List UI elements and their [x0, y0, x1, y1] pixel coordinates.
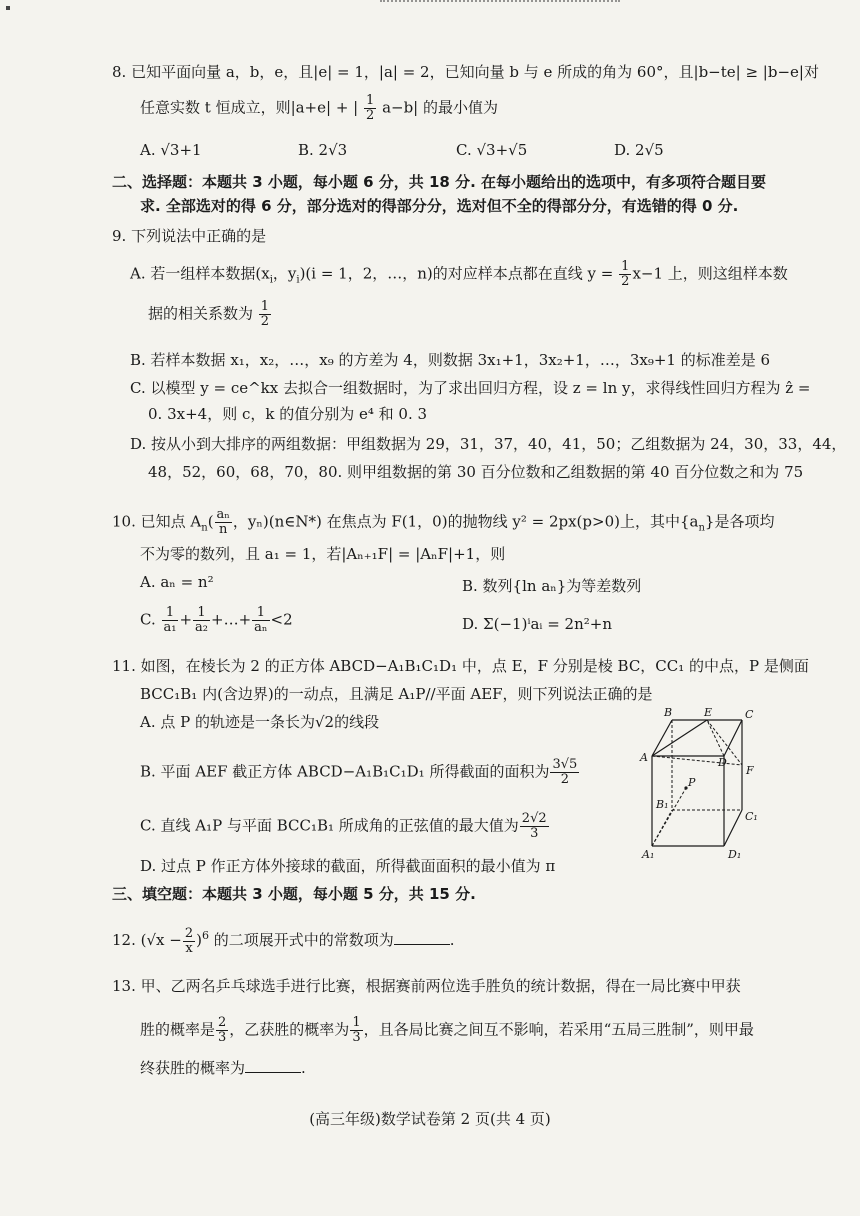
- label-e: E: [704, 706, 713, 719]
- q10-option-c: C. $\frac{1}{\text{a₁}}$ + $\frac{1}{\text{a₂}}$ +…+ $\frac{1}{\text{aₙ}}$ <2: [140, 605, 293, 635]
- q13-line1: 13. 甲、乙两名乒乓球选手进行比赛，根据赛前两位选手胜负的统计数据，得在一局比赛中甲获: [112, 977, 741, 995]
- top-cut-edge: [380, 0, 620, 10]
- q11-option-b: [140, 758, 580, 787]
- section2-heading: 二、选择题：本题共 3 小题，每小题 6 分，共 18 分. 在每小题给出的选项中，有多项符合题目要: [112, 173, 767, 191]
- q13-f1-num: 2: [218, 1015, 227, 1030]
- q10-frac-den: n: [219, 522, 228, 537]
- q11-b-num: 3√5: [552, 757, 578, 772]
- q9-a-part3: )(i = 1，2，…，n)的对应样本点都在直线 y =: [299, 264, 614, 283]
- q8-line2-b: a−b| 的最小值为: [382, 98, 498, 117]
- label-d1: D₁: [728, 848, 742, 861]
- page-footer: (高三年级)数学试卷第 2 页(共 4 页): [309, 1110, 551, 1128]
- q9-a-part4: x−1 上，则这组样本数: [632, 264, 788, 283]
- label-c1: C₁: [745, 810, 758, 823]
- label-a: A: [640, 751, 648, 764]
- q12-answer-blank[interactable]: [394, 930, 450, 945]
- q11-c-den: 3: [530, 826, 539, 841]
- q13-line2: [140, 1016, 754, 1045]
- q10-c-frac-2: [193, 606, 210, 635]
- q8-option-b: B. 2√3: [298, 141, 348, 159]
- q12-power: 6: [202, 929, 209, 942]
- label-a1: A₁: [642, 848, 655, 861]
- q9-stem: 9. 下列说法中正确的是: [112, 227, 267, 245]
- q13-f1-den: 3: [218, 1030, 227, 1045]
- q11-option-c: [140, 812, 550, 841]
- q11-option-d: D. 过点 P 作正方体外接球的截面，所得截面面积的最小值为 π: [140, 857, 556, 875]
- label-f: F: [746, 764, 754, 777]
- q8-option-c: C. √3+√5: [456, 141, 528, 159]
- q12-end: .: [449, 931, 455, 949]
- q10-part1: 10. 已知点 A: [112, 512, 202, 531]
- q8-line1: 8. 已知平面向量 a，b，e，且|e| = 1，|a| = 2，已知向量 b 与 e 所成的角为 60°，且|b−te| ≥ |b−e|对: [112, 63, 819, 81]
- q9-a-line2-text: 据的相关系数为: [148, 304, 254, 323]
- q10-line1: 10. 已知点 $A_n$( $\frac{\text{aₙ}}{n}$ ，yₙ)(n∈N*) 在焦点为 F(1，0)的抛物线 y² = 2px(p>0)上，其中$\{a_n\}$是各项均: [112, 507, 775, 537]
- label-d: D: [718, 756, 727, 769]
- q13-end: .: [301, 1059, 306, 1077]
- q9-option-b: B. 若样本数据 x₁，x₂，…，x₉ 的方差为 4，则数据 3x₁+1，3x₂+1，…，3x₉+1 的标准差是 6: [130, 351, 771, 369]
- q9-a-fraction: [619, 260, 631, 289]
- q8-line2-a: 任意实数 t 恒成立，则|a+e| + |: [140, 98, 359, 117]
- q9-option-a-line1: A. 若一组样本数据($x_i$，$y_i)(i = 1$，2，…，n)的对应样本点都在直线 y = $\frac{1}{2}$ x−1 上，则这组样本数: [130, 259, 788, 289]
- q10-c-d2: a₂: [195, 620, 209, 635]
- q8-option-d: D. 2√5: [614, 141, 664, 159]
- q10-option-d: D. Σ(−1)ⁱaᵢ = 2n²+n: [462, 615, 612, 633]
- q9-a-frac-den: 2: [621, 274, 630, 289]
- q13-answer-blank[interactable]: [245, 1058, 301, 1073]
- q12-expr: (√x −: [140, 931, 182, 949]
- q13-f2-num: 1: [352, 1015, 361, 1030]
- q10-c-n3: 1: [252, 606, 269, 621]
- q9-a-line2-num: 1: [260, 299, 270, 314]
- q8-frac-num: 1: [366, 93, 375, 108]
- q10-option-a: A. aₙ = n²: [140, 573, 214, 591]
- q10-c-frac-1: [162, 606, 179, 635]
- label-p: P: [688, 776, 696, 789]
- q9-a-part1: A. 若一组样本数据(x: [130, 264, 270, 283]
- q11-b-fraction: [550, 758, 579, 787]
- q12-number: 12.: [112, 931, 136, 949]
- label-c: C: [745, 708, 754, 721]
- section2-rules: 求. 全部选对的得 6 分，部分选对的得部分分，选对但不全的得部分分，有选错的得 0 分.: [140, 197, 739, 215]
- q11-b-den: 2: [560, 772, 569, 787]
- q11-line2: BCC₁B₁ 内(含边界)的一动点，且满足 A₁P//平面 AEF，则下列说法正确的是: [140, 685, 653, 703]
- q10-c-post: <2: [270, 610, 293, 629]
- q10-option-b: B. 数列{ln aₙ}为等差数列: [462, 577, 642, 595]
- label-b1: B₁: [656, 798, 669, 811]
- section3-heading: 三、填空题：本题共 3 小题，每小题 5 分，共 15 分.: [112, 885, 476, 903]
- q9-option-d-line1: D. 按从小到大排序的两组数据：甲组数据为 29，31，37，40，41，50；乙组数据为 24，30，33，44，: [130, 435, 847, 453]
- q10-c-frac-3: [252, 606, 269, 635]
- q8-frac-den: 2: [366, 108, 375, 123]
- q13-part-a: 胜的概率是: [140, 1020, 216, 1039]
- q12-frac-num: 2: [184, 925, 194, 941]
- q10-c-n1: 1: [162, 606, 179, 621]
- q13-line3-text: 终获胜的概率为: [140, 1059, 246, 1077]
- q11-option-a: A. 点 P 的轨迹是一条长为√2的线段: [140, 713, 380, 731]
- q11-c-num: 2√2: [521, 811, 547, 826]
- q9-a-part2: ，y: [272, 264, 297, 283]
- q8-option-a: A. √3+1: [140, 141, 202, 159]
- corner-mark: [6, 6, 10, 10]
- q9-a-line2-fraction: [259, 300, 271, 329]
- q8-line2: [140, 94, 498, 123]
- q12-frac-den: x: [185, 940, 193, 956]
- q10-c-label: C.: [140, 610, 156, 629]
- q10-fraction: [215, 508, 232, 537]
- q13-line3: [140, 1058, 306, 1078]
- q13-frac-2: [350, 1016, 362, 1045]
- q9-a-line2-den: 2: [260, 314, 270, 329]
- q8-fraction: [364, 94, 376, 123]
- q9-a-frac-num: 1: [621, 259, 630, 274]
- cube-figure: [632, 706, 792, 866]
- q11-b-text: B. 平面 AEF 截正方体 ABCD−A₁B₁C₁D₁ 所得截面的面积为: [140, 762, 550, 781]
- q10-line2: 不为零的数列，且 a₁ = 1，若|Aₙ₊₁F| = |AₙF|+1，则: [140, 545, 506, 563]
- q9-option-c-line1: C. 以模型 y = ce^kx 去拟合一组数据时，为了求出回归方程，设 z = ln y，求得线性回归方程为 ẑ =: [130, 379, 811, 397]
- q12-close: ): [196, 931, 202, 949]
- q11-c-text: C. 直线 A₁P 与平面 BCC₁B₁ 所成角的正弦值的最大值为: [140, 816, 519, 835]
- q13-f2-den: 3: [352, 1030, 361, 1045]
- q10-c-d1: a₁: [163, 620, 177, 635]
- q9-option-c-line2: 0. 3x+4，则 c，k 的值分别为 e⁴ 和 0. 3: [148, 405, 428, 423]
- q11-line1: 11. 如图，在棱长为 2 的正方体 ABCD−A₁B₁C₁D₁ 中，点 E，F 分别是棱 BC，CC₁ 的中点，P 是侧面: [112, 657, 809, 675]
- q9-option-d-line2: 48，52，60，68，70，80. 则甲组数据的第 30 百分位数和乙组数据的第 40 百分位数之和为 75: [148, 463, 804, 481]
- q12-line: [112, 926, 455, 956]
- q10-frac-num: aₙ: [216, 507, 230, 522]
- q10-part3: }是各项均: [704, 512, 775, 531]
- q10-yn: ，yₙ: [232, 512, 263, 531]
- label-b: B: [664, 706, 673, 719]
- q11-c-fraction: [520, 812, 549, 841]
- q12-post: 的二项展开式中的常数项为: [213, 931, 394, 949]
- cube-diagram: [632, 706, 792, 866]
- q10-c-n2: 1: [193, 606, 210, 621]
- q10-part2: (n∈N*) 在焦点为 F(1，0)的抛物线 y² = 2px(p>0)上，其中{a: [268, 512, 699, 531]
- q13-part-b: ，乙获胜的概率为: [229, 1020, 350, 1039]
- q10-c-d3: aₙ: [254, 620, 268, 635]
- q12-fraction: [183, 927, 195, 956]
- q13-part-c: ，且各局比赛之间互不影响，若采用“五局三胜制”，则甲最: [363, 1020, 754, 1039]
- q9-option-a-line2: [148, 300, 272, 329]
- q13-frac-1: [216, 1016, 228, 1045]
